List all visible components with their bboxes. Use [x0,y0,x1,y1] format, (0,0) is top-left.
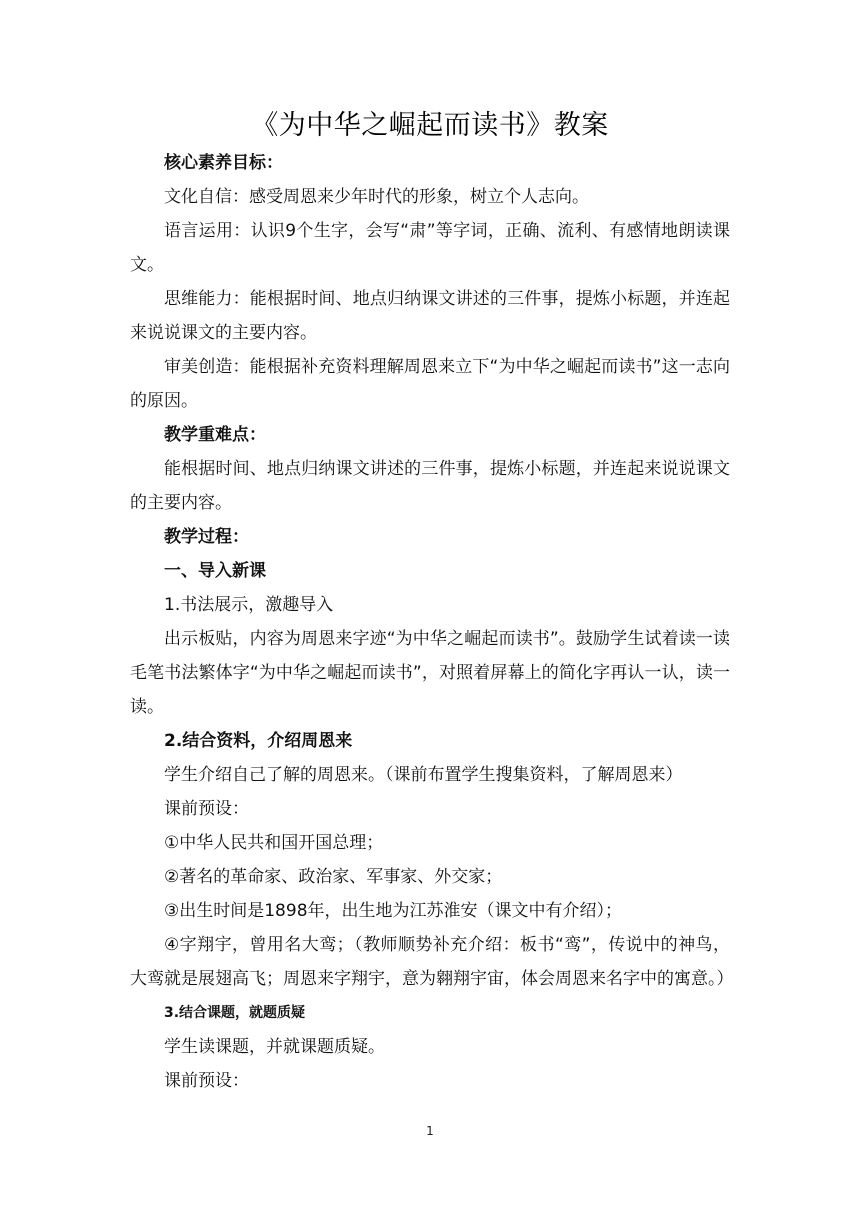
preset-label: 课前预设： [164,799,249,819]
goal-cultural-confidence: 文化自信：感受周恩来少年时代的形象，树立个人志向。 [164,187,589,207]
step-heading-question: 3.结合课题，就题质疑 [164,1005,306,1021]
preset-item-2: ②著名的革命家、政治家、军事家、外交家； [164,867,503,887]
heading-core-goals: 核心素养目标： [164,153,283,173]
preset-item-3: ③出生时间是1898年，出生地为江苏淮安（课文中有介绍）； [164,901,623,921]
step-heading-introduce: 2.结合资料，介绍周恩来 [164,731,353,751]
step-heading-calligraphy: 1.书法展示，激趣导入 [164,595,334,615]
heading-teaching-process: 教学过程： [164,527,249,547]
introduce-text: 学生介绍自己了解的周恩来。（课前布置学生搜集资料，了解周恩来） [164,765,683,785]
document-body [130,146,734,1098]
page-number: 1 [426,1124,434,1138]
document-title: 《为中华之崛起而读书》教案 [251,110,609,141]
section-heading-intro: 一、导入新课 [164,561,266,581]
preset-item-4: ④字翔宇，曾用名大鸾；（教师顺势补充介绍：板书“鸾”，传说中的神鸟，大鸾就是展翅高飞；周恩来字翔宇，意为翱翔宇宙，体会周恩来名字中的寓意。） [130,935,734,989]
goal-language-use: 语言运用：认识9个生字，会写“肃”等字词，正确、流利、有感情地朗读课文。 [130,221,730,275]
calligraphy-text: 出示板贴，内容为周恩来字迹“为中华之崛起而读书”。鼓励学生试着读一读毛笔书法繁体字“为中华之崛起而读书”，对照着屏幕上的简化字再认一认，读一读。 [130,629,730,717]
preset-item-1: ①中华人民共和国开国总理； [164,833,384,853]
preset-label-2: 课前预设： [164,1071,249,1091]
key-difficulties-text: 能根据时间、地点归纳课文讲述的三件事，提炼小标题，并连起来说说课文的主要内容。 [130,459,730,513]
goal-thinking-ability: 思维能力：能根据时间、地点归纳课文讲述的三件事，提炼小标题，并连起来说说课文的主要内容。 [130,289,730,343]
goal-aesthetic-creation: 审美创造：能根据补充资料理解周恩来立下“为中华之崛起而读书”这一志向的原因。 [130,357,730,411]
heading-key-difficulties: 教学重难点： [164,425,266,445]
question-text: 学生读课题，并就课题质疑。 [164,1037,385,1057]
